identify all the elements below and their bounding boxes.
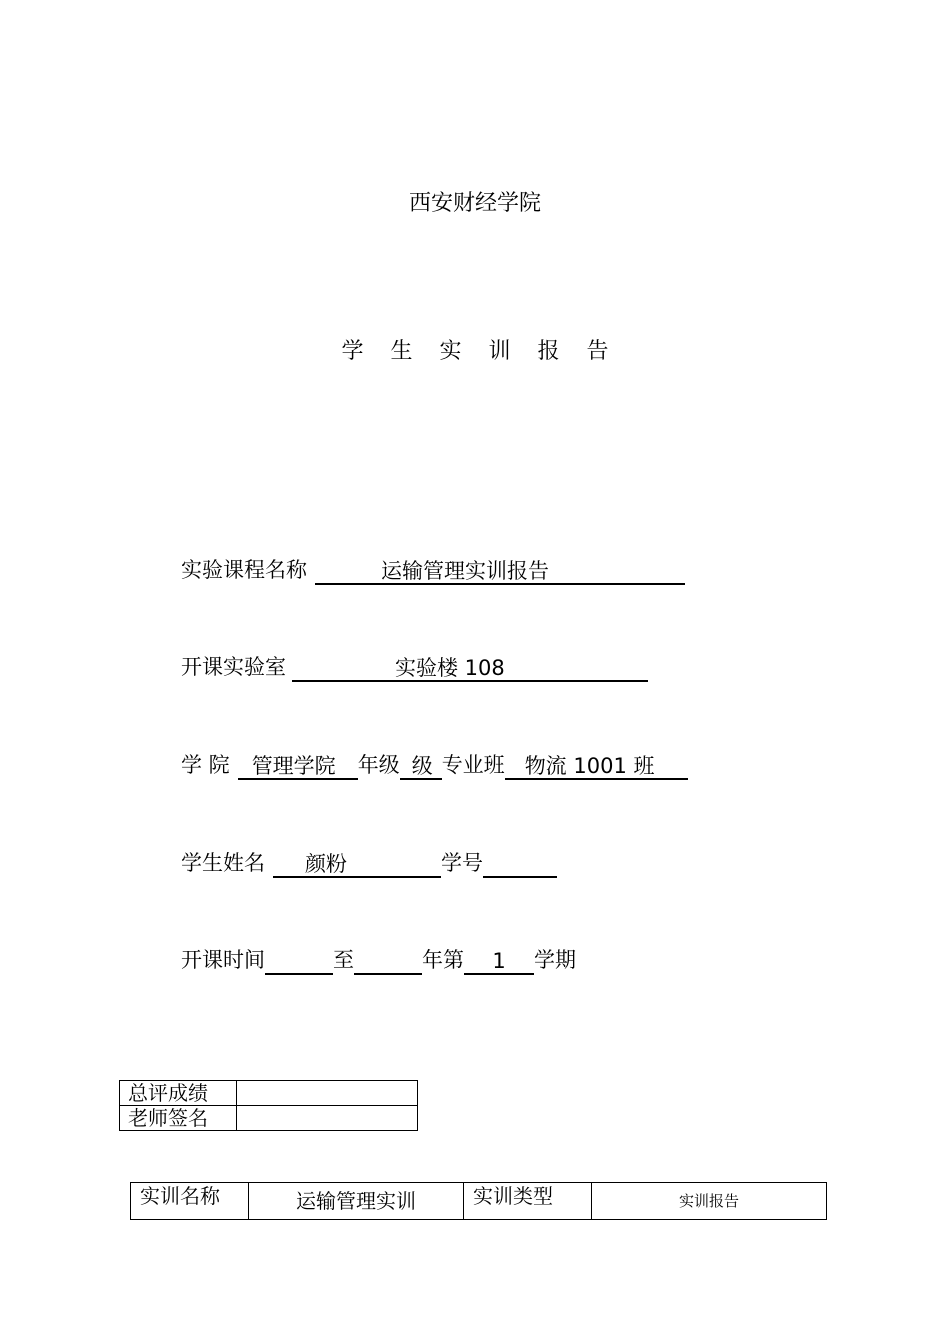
school-name: 西安财经学院 [408,191,541,216]
course-term-value: 1 [464,947,534,975]
student-id-value [483,850,557,878]
teacher-signature-label: 老师签名 [120,1106,237,1131]
grade-value: 级 [400,752,442,780]
training-type-label: 实训类型 [464,1183,592,1220]
training-name-label: 实训名称 [131,1183,249,1220]
total-grade-cell [237,1081,418,1106]
college-value: 管理学院 [238,752,358,780]
training-name-value: 运输管理实训 [249,1183,464,1220]
report-title: 学 生 实 训 报 告 [341,339,619,364]
major-label: 专业班 [441,753,505,777]
course-time-to: 至 [333,948,354,972]
major-value: 物流 1001 班 [505,752,688,780]
lab-label: 开课实验室 [181,655,286,679]
student-name-label: 学生姓名 [181,851,265,875]
course-time-line [181,945,576,975]
course-time-end [354,947,422,975]
student-name-line [181,848,557,878]
lab-line [181,652,648,682]
course-name-line [181,555,685,585]
teacher-signature-cell [237,1106,418,1131]
grade-table [119,1080,418,1131]
grade-label: 年级 [357,753,400,777]
grade-row-teacher [120,1106,418,1131]
lab-value: 实验楼 108 [292,654,648,682]
college-line [181,750,688,780]
total-grade-label: 总评成绩 [120,1081,237,1106]
course-name-value: 运输管理实训报告 [315,557,685,585]
training-info-row [131,1183,827,1220]
course-time-start [265,947,333,975]
training-info-table [130,1182,827,1220]
grade-row-total [120,1081,418,1106]
college-label: 学 院 [181,753,230,777]
course-time-label: 开课时间 [181,948,265,972]
student-id-label: 学号 [441,851,483,875]
student-name-value: 颜粉 [273,850,441,878]
training-type-value: 实训报告 [592,1183,827,1220]
course-name-label: 实验课程名称 [181,558,307,582]
course-term-label: 学期 [534,948,576,972]
course-time-year: 年第 [422,948,464,972]
